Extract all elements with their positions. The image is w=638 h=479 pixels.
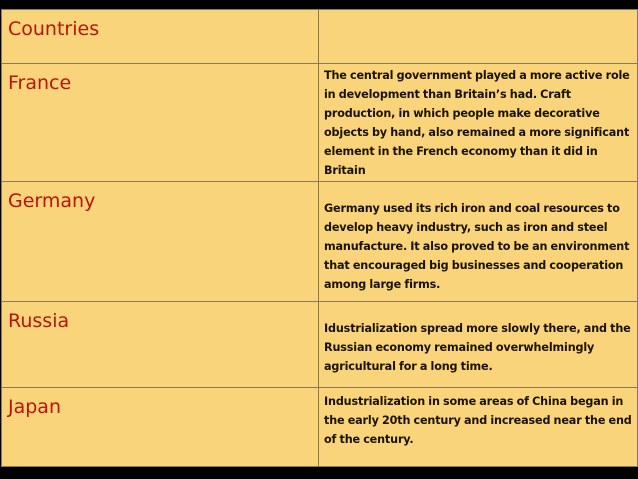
header-cell-description [319, 10, 638, 64]
country-description-germany: Germany used its rich iron and coal resources to develop heavy industry, such as iron and steel manufacture. It also proved to be an environment that encouraged big businesses and cooperation among large firms. [324, 202, 630, 291]
countries-table [1, 9, 638, 467]
country-cell [2, 302, 319, 388]
header-cell-countries [2, 10, 319, 64]
country-cell [2, 388, 319, 467]
country-name-france: France [8, 72, 72, 94]
country-description-japan: Industrialization in some areas of China began in the early 20th century and increased near the end of the century. [324, 395, 632, 446]
country-name-russia: Russia [8, 310, 70, 332]
country-cell [2, 64, 319, 182]
column-header-countries: Countries [8, 18, 100, 40]
country-description-russia: Idustrialization spread more slowly there, and the Russian economy remained overwhelmingly agricultural for a long time. [324, 322, 631, 373]
table-header-row [2, 10, 638, 64]
country-name-japan: Japan [8, 396, 61, 418]
table-row [2, 302, 638, 388]
description-cell [319, 302, 638, 388]
table-row [2, 182, 638, 302]
country-description-france: The central government played a more active role in development than Britain’s had. Craft production, in which people make decorative objects by hand, also remained a more significant element in the French economy than it did in Britain [324, 69, 630, 177]
table-row [2, 64, 638, 182]
table-row [2, 388, 638, 467]
country-name-germany: Germany [8, 190, 96, 212]
description-cell [319, 182, 638, 302]
country-cell [2, 182, 319, 302]
description-cell [319, 388, 638, 467]
description-cell [319, 64, 638, 182]
